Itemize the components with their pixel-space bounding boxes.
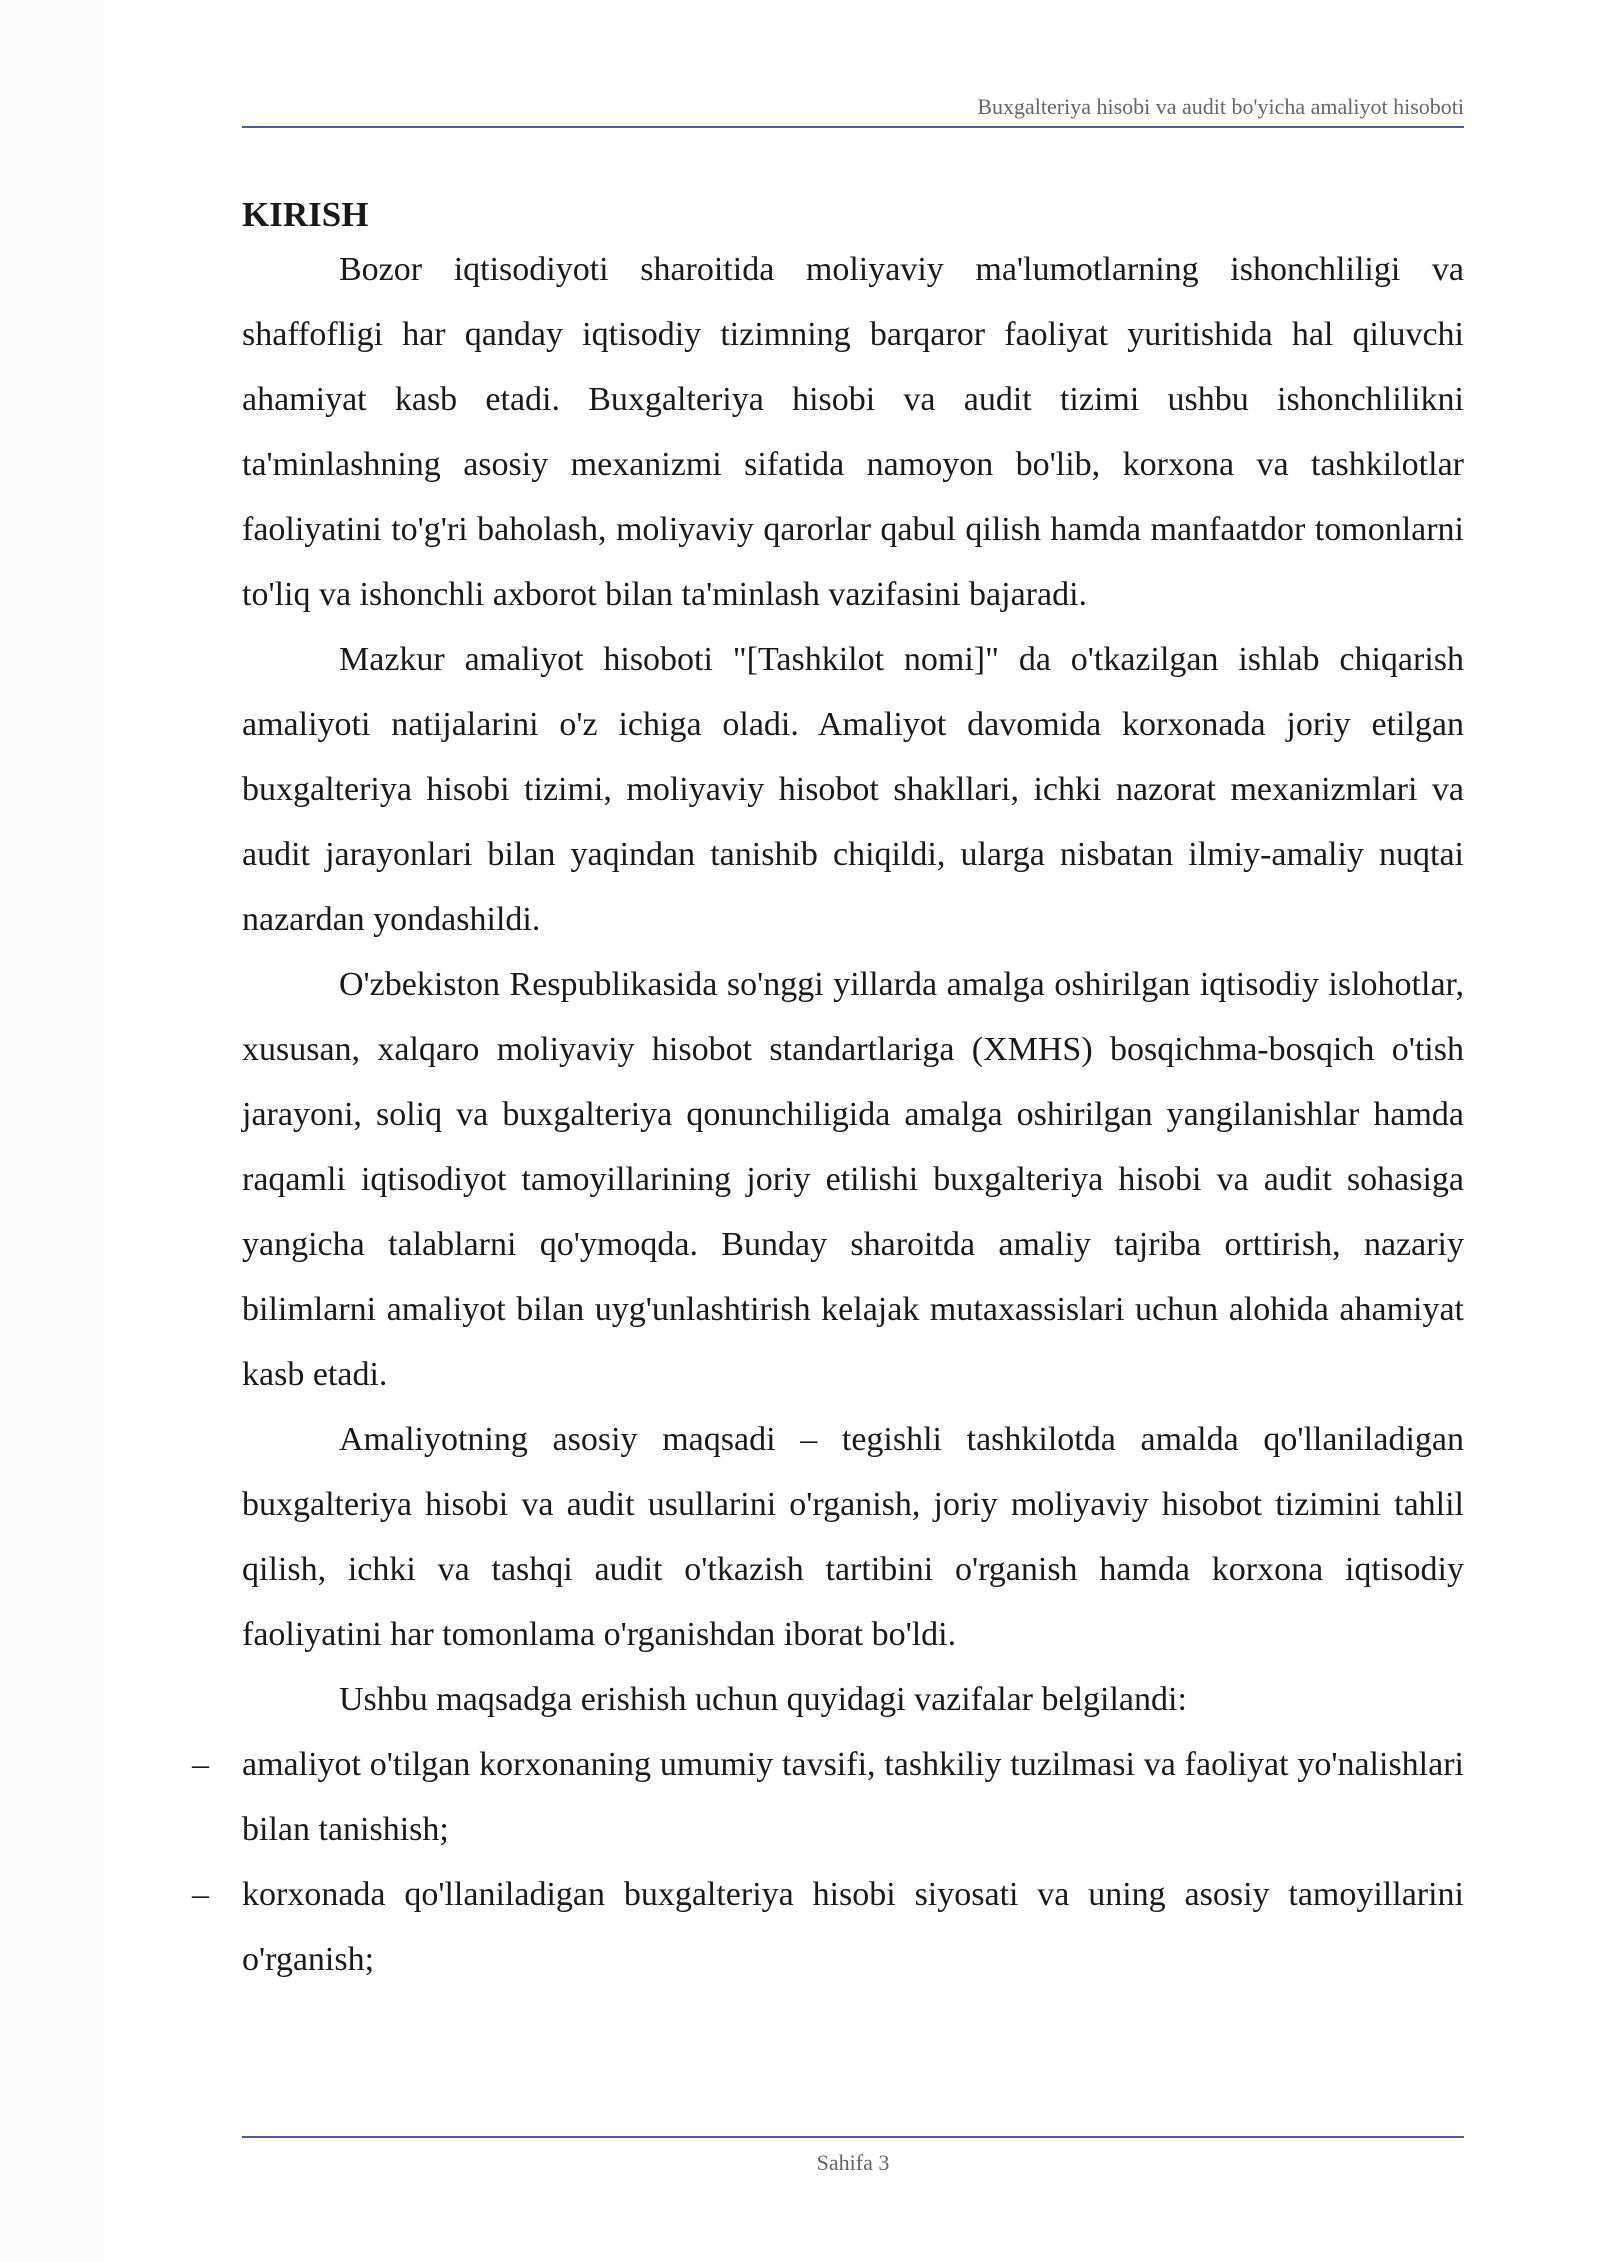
list-dash: – [192, 1876, 209, 1913]
task-list [192, 1732, 1464, 1992]
page-header [242, 94, 1464, 128]
header-title: Buxgalteriya hisobi va audit bo'yicha amaliyot hisoboti [977, 94, 1464, 119]
list-item-text: korxonada qo'llaniladigan buxgalteriya hisobi siyosati va uning asosiy tamoyillarini o'rganish; [242, 1876, 1464, 1978]
section-heading: KIRISH [242, 195, 369, 234]
paragraph: Amaliyotning asosiy maqsadi – tegishli tashkilotda amalda qo'llaniladigan buxgalteriya hisobi va audit usullarini o'rganish, joriy moliyaviy hisobot tizimini tahlil qilish, ichki va tashqi audit o'tkazish tartibini o'rganish hamda korxona iqtisodiy faoliyatini har tomonlama o'rganishdan iborat bo'ldi. [242, 1421, 1464, 1653]
page-footer [242, 2136, 1464, 2176]
document-body [192, 192, 1464, 1992]
list-item [192, 1732, 1464, 1862]
paragraph: Mazkur amaliyot hisoboti "[Tashkilot nomi]" da o'tkazilgan ishlab chiqarish amaliyoti natijalarini o'z ichiga oladi. Amaliyot davomida korxonada joriy etilgan buxgalteriya hisobi tizimi, moliyaviy hisobot shakllari, ichki nazorat mexanizmlari va audit jarayonlari bilan yaqindan tanishib chiqildi, ularga nisbatan ilmiy-amaliy nuqtai nazardan yondashildi. [242, 641, 1464, 938]
list-dash: – [192, 1746, 209, 1783]
paragraph: Bozor iqtisodiyoti sharoitida moliyaviy ma'lumotlarning ishonchliligi va shaffofligi har qanday iqtisodiy tizimning barqaror faoliyat yuritishida hal qiluvchi ahamiyat kasb etadi. Buxgalteriya hisobi va audit tizimi ushbu ishonchlilikni ta'minlashning asosiy mexanizmi sifatida namoyon bo'lib, korxona va tashkilotlar faoliyatini to'g'ri baholash, moliyaviy qarorlar qabul qilish hamda manfaatdor tomonlarni to'liq va ishonchli axborot bilan ta'minlash vazifasini bajaradi. [242, 251, 1464, 613]
page-margin [0, 0, 190, 2262]
paragraph: Ushbu maqsadga erishish uchun quyidagi vazifalar belgilandi: [339, 1681, 1187, 1718]
list-item [192, 1862, 1464, 1992]
page-number: Sahifa 3 [816, 2150, 890, 2175]
paragraph: O'zbekiston Respublikasida so'nggi yillarda amalga oshirilgan iqtisodiy islohotlar, xususan, xalqaro moliyaviy hisobot standartlariga (XMHS) bosqichma-bosqich o'tish jarayoni, soliq va buxgalteriya qonunchiligida amalga oshirilgan yangilanishlar hamda raqamli iqtisodiyot tamoyillarining joriy etilishi buxgalteriya hisobi va audit sohasiga yangicha talablarni qo'ymoqda. Bunday sharoitda amaliy tajriba orttirish, nazariy bilimlarni amaliyot bilan uyg'unlashtirish kelajak mutaxassislari uchun alohida ahamiyat kasb etadi. [242, 966, 1464, 1393]
list-item-text: amaliyot o'tilgan korxonaning umumiy tavsifi, tashkiliy tuzilmasi va faoliyat yo'nalishlari bilan tanishish; [242, 1746, 1464, 1848]
